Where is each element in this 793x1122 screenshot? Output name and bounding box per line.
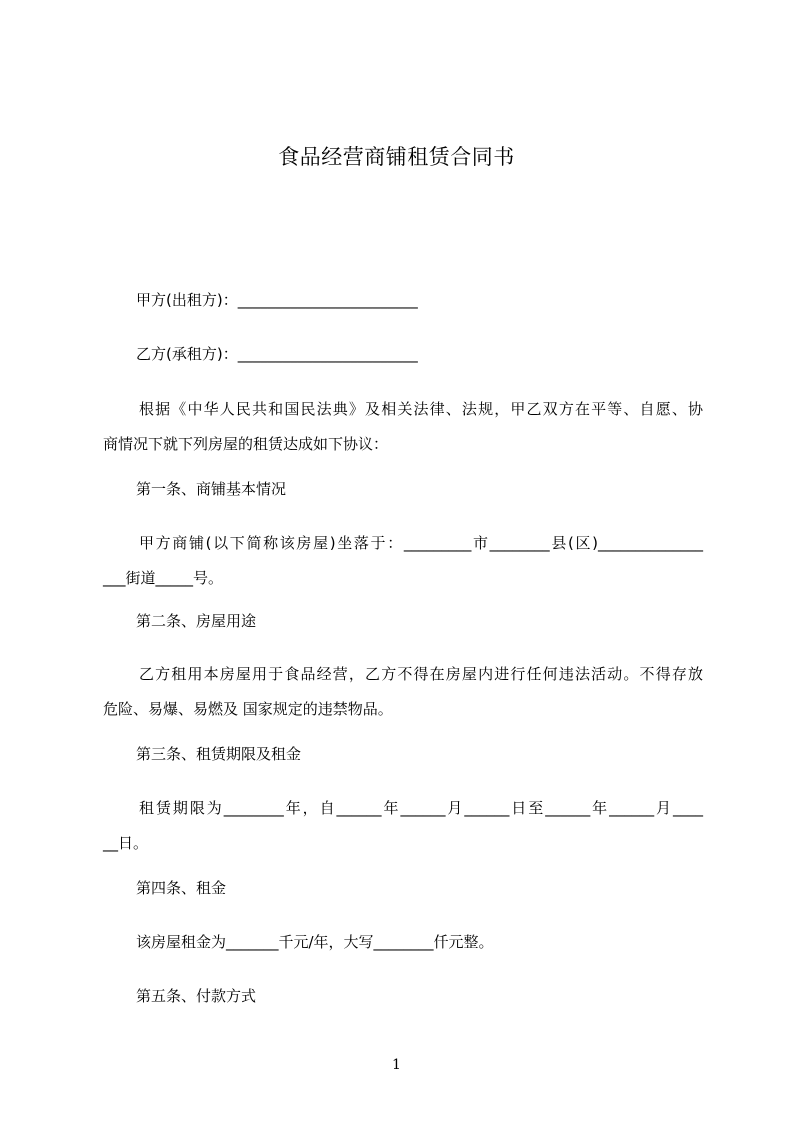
article-2-line-2: 危险、易爆、易燃及 国家规定的违禁物品。 [103, 700, 393, 718]
article-3-heading: 第三条、租赁期限及租金 [136, 745, 302, 763]
article-1-heading: 第一条、商铺基本情况 [136, 480, 287, 498]
article-3-paragraph [103, 798, 703, 868]
article-1-paragraph [103, 533, 703, 603]
preamble-paragraph [103, 399, 703, 469]
party-b-line: 乙方(承租方)：________________________ [136, 345, 418, 363]
page-number: 1 [392, 1057, 401, 1073]
preamble-line-1: 根据《中华人民共和国民法典》及相关法律、法规，甲乙双方在平等、自愿、协 [139, 400, 703, 418]
article-2-line-1: 乙方租用本房屋用于食品经营，乙方不得在房屋内进行任何违法活动。不得存放 [139, 665, 703, 683]
article-3-line-1: 租赁期限为________年，自______年______月______日至______年______月____ [139, 799, 703, 817]
party-a-line: 甲方(出租方)：________________________ [136, 291, 418, 309]
article-5-heading: 第五条、付款方式 [136, 987, 257, 1005]
article-1-line-1: 甲方商铺(以下简称该房屋)坐落于：_________市________县(区)______________ [139, 534, 703, 552]
article-3-line-2: __日。 [103, 834, 149, 852]
article-2-heading: 第二条、房屋用途 [136, 612, 257, 630]
article-1-line-2: ___街道_____号。 [103, 569, 224, 587]
document-title: 食品经营商铺租赁合同书 [278, 145, 515, 169]
preamble-line-2: 商情况下就下列房屋的租赁达成如下协议： [103, 435, 389, 453]
article-4-line-1: 该房屋租金为_______千元/年，大写________仟元整。 [136, 933, 494, 951]
article-4-heading: 第四条、租金 [136, 879, 227, 897]
article-2-paragraph [103, 664, 703, 734]
